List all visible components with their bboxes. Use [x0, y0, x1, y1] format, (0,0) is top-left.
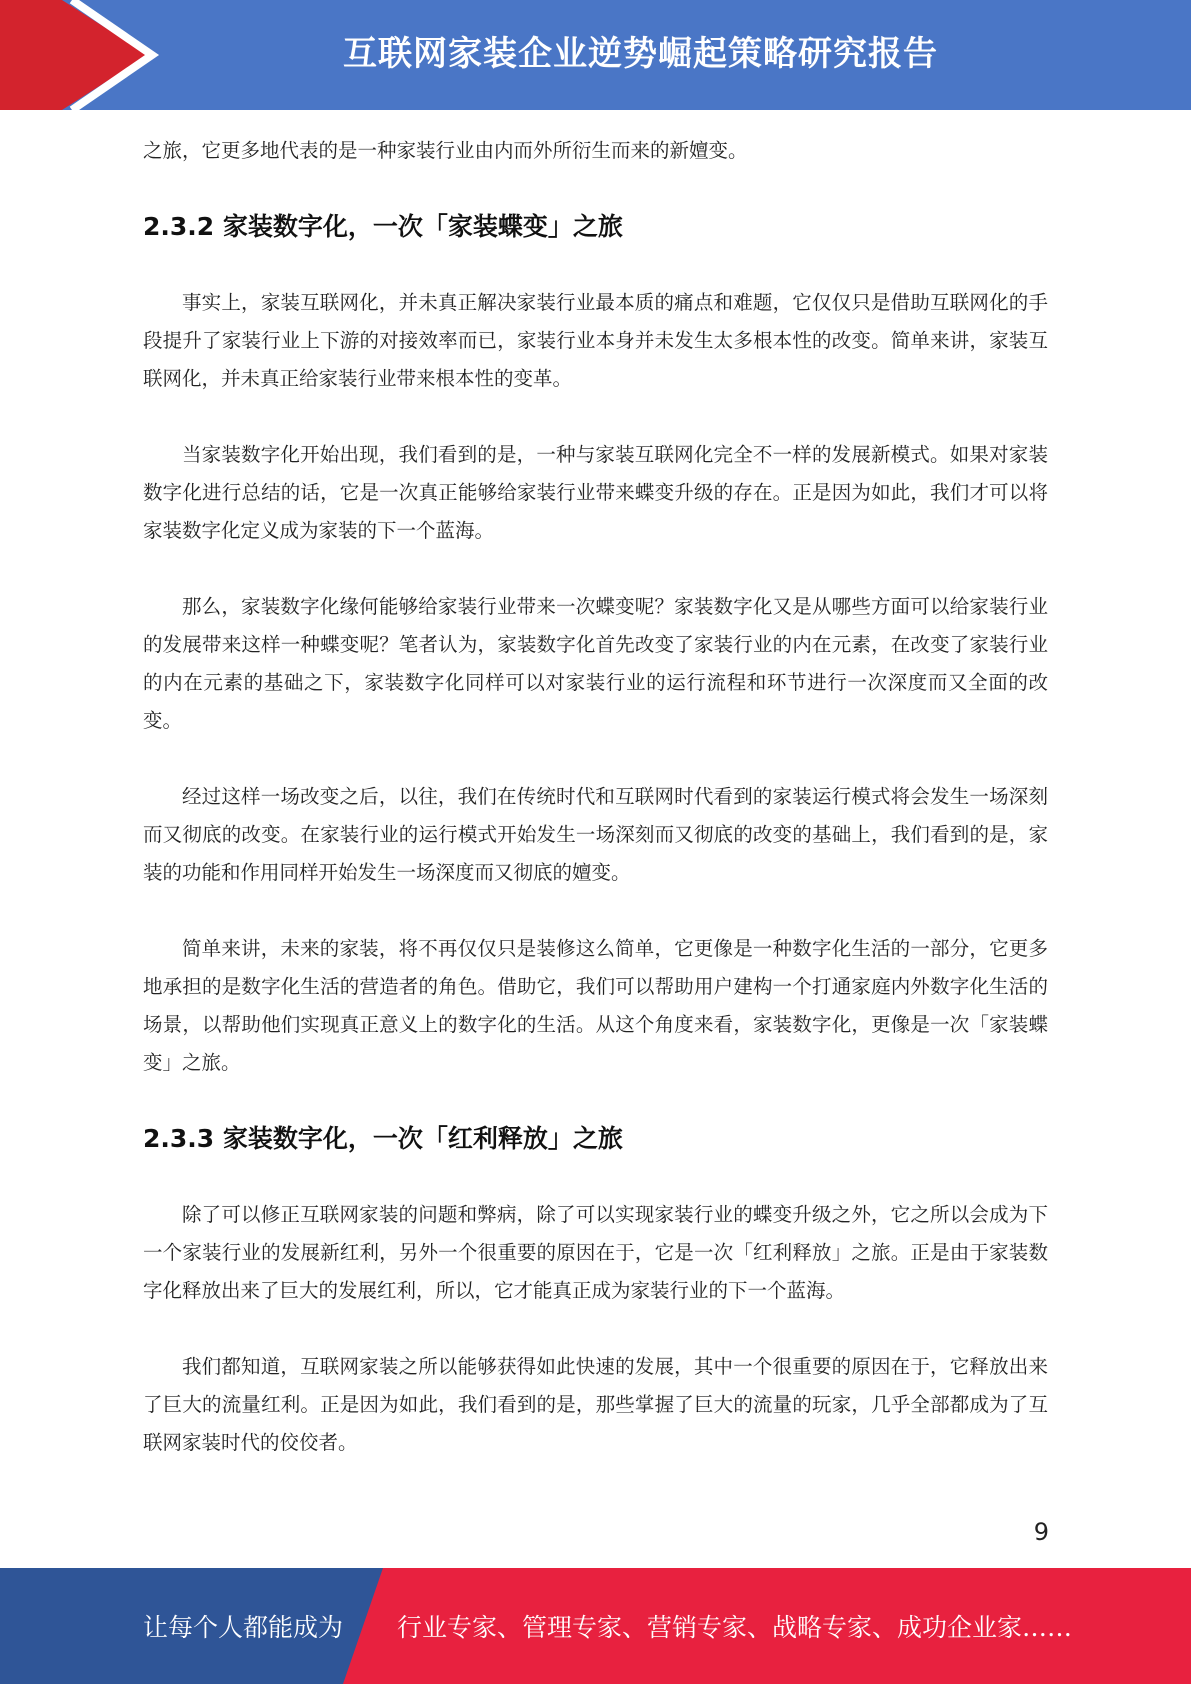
- section-heading-2-3-3: 2.3.3 家装数字化，一次「红利释放」之旅: [143, 1124, 623, 1153]
- report-title: 互联网家装企业逆势崛起策略研究报告: [343, 34, 938, 74]
- paragraph: 那么，家装数字化缘何能够给家装行业带来一次蝶变呢？家装数字化又是从哪些方面可以给家装行业的发展带来这样一种蝶变呢？笔者认为，家装数字化首先改变了家装行业的内在元素，在改变了家装行业的内在元素的基础之下，家装数字化同样可以对家装行业的运行流程和环节进行一次深度而又全面的改变。: [143, 595, 1048, 732]
- paragraph: 我们都知道，互联网家装之所以能够获得如此快速的发展，其中一个很重要的原因在于，它释放出来了巨大的流量红利。正是因为如此，我们看到的是，那些掌握了巨大的流量的玩家，几乎全部都成为了互联网家装时代的佼佼者。: [143, 1355, 1048, 1454]
- spacer: [143, 1082, 1048, 1120]
- paragraph: 当家装数字化开始出现，我们看到的是，一种与家装互联网化完全不一样的发展新模式。如果对家装数字化进行总结的话，它是一次真正能够给家装行业带来蝶变升级的存在。正是因为如此，我们才可以将家装数字化定义成为家装的下一个蓝海。: [143, 443, 1048, 542]
- spacer: [143, 246, 1048, 284]
- section-heading-2-3-2: 2.3.2 家装数字化，一次「家装蝶变」之旅: [143, 212, 623, 241]
- spacer: [143, 740, 1048, 778]
- paragraph: 事实上，家装互联网化，并未真正解决家装行业最本质的痛点和难题，它仅仅只是借助互联网化的手段提升了家装行业上下游的对接效率而已，家装行业本身并未发生太多根本性的改变。简单来讲，家装互联网化，并未真正给家装行业带来根本性的变革。: [143, 291, 1048, 390]
- intro-paragraph: 之旅，它更多地代表的是一种家装行业由内而外所衍生而来的新嬗变。: [143, 139, 748, 162]
- spacer: [143, 170, 1048, 208]
- spacer: [143, 1158, 1048, 1196]
- footer-slogan-right: 行业专家、管理专家、营销专家、战略专家、成功企业家……: [397, 1613, 1073, 1642]
- page-header: [0, 0, 1191, 110]
- paragraph: 除了可以修正互联网家装的问题和弊病，除了可以实现家装行业的蝶变升级之外，它之所以会成为下一个家装行业的发展新红利，另外一个很重要的原因在于，它是一次「红利释放」之旅。正是由于家装数字化释放出来了巨大的发展红利，所以，它才能真正成为家装行业的下一个蓝海。: [143, 1203, 1048, 1302]
- spacer: [143, 398, 1048, 436]
- spacer: [143, 1310, 1048, 1348]
- main-content: [143, 132, 1048, 1462]
- paragraph: 简单来讲，未来的家装，将不再仅仅只是装修这么简单，它更像是一种数字化生活的一部分，它更多地承担的是数字化生活的营造者的角色。借助它，我们可以帮助用户建构一个打通家庭内外数字化生活的场景，以帮助他们实现真正意义上的数字化的生活。从这个角度来看，家装数字化，更像是一次「家装蝶变」之旅。: [143, 937, 1048, 1074]
- spacer: [143, 550, 1048, 588]
- paragraph: 经过这样一场改变之后，以往，我们在传统时代和互联网时代看到的家装运行模式将会发生一场深刻而又彻底的改变。在家装行业的运行模式开始发生一场深刻而又彻底的改变的基础上，我们看到的是，家装的功能和作用同样开始发生一场深度而又彻底的嬗变。: [143, 785, 1048, 884]
- red-arrow-shape: [0, 0, 148, 110]
- footer-slogan-left: 让每个人都能成为: [143, 1613, 344, 1642]
- spacer: [143, 892, 1048, 930]
- page-number: 9: [1033, 1518, 1049, 1546]
- page-footer: [0, 1568, 1191, 1684]
